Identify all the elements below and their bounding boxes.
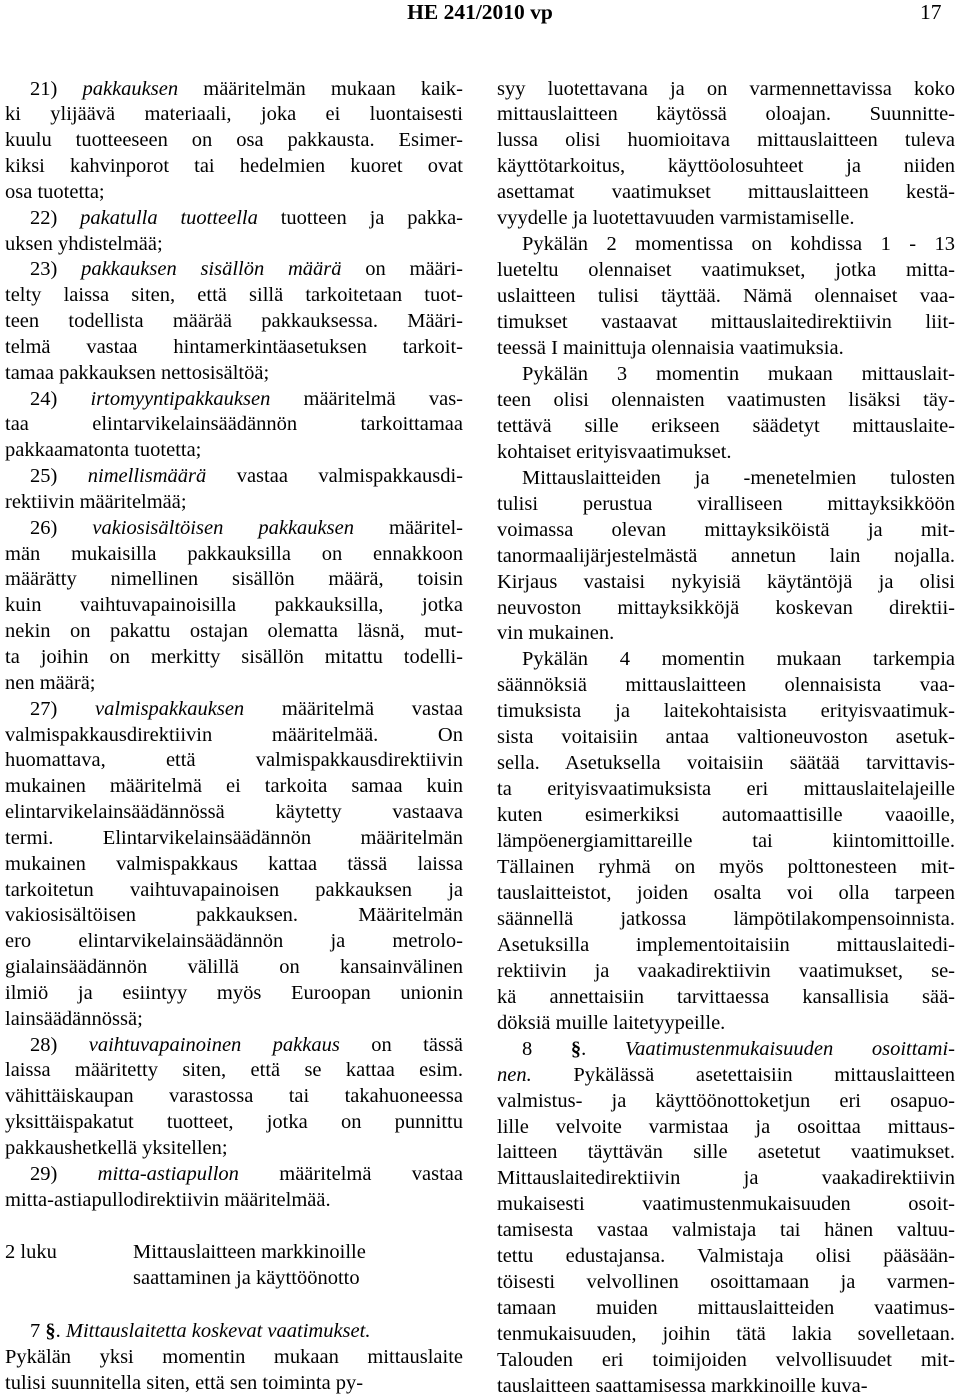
text-line — [497, 1064, 955, 1087]
text-line — [30, 1034, 463, 1057]
text-segment: lueteltu olennaiset vaatimukset, jotka mitta- — [497, 259, 955, 282]
text-segment: määritelmä vastaa — [244, 697, 464, 720]
text-segment: lille velvoite varmistaa ja osoittaa mittaus- — [497, 1115, 955, 1138]
text-segment: nekin on pakattu ostajan olematta läsnä, mut- — [5, 620, 463, 643]
text-line — [522, 363, 955, 386]
text-line — [497, 1271, 955, 1294]
text-segment: Tällainen ryhmä on myös polttonesteen mit- — [497, 856, 955, 878]
text-line — [5, 1085, 463, 1108]
text-segment: Pykälän 4 momentin mukaan tarkempia — [522, 648, 955, 671]
italic-term: nen. — [497, 1063, 532, 1086]
text-line — [5, 982, 463, 1005]
text-segment: lämpöenergiamittareille tai kiintomittoille. — [497, 830, 955, 853]
text-line — [497, 1193, 955, 1216]
italic-term: irtomyyntipakkauksen — [90, 387, 271, 410]
chapter-title-line-2: saattaminen ja käyttöönotto — [133, 1267, 360, 1289]
text-line — [5, 827, 463, 850]
text-line — [5, 672, 463, 695]
text-segment: 26) — [30, 516, 93, 539]
text-segment: tulisi suunnitella siten, että sen toiminta py- — [5, 1372, 364, 1394]
italic-term: vakiosisältöisen pakkauksen — [92, 516, 354, 539]
text-line — [497, 1375, 955, 1398]
text-segment: ta erityisvaatimuksista eri mittauslaitelajeille — [497, 778, 955, 801]
text-line — [497, 1245, 955, 1268]
text-line — [5, 413, 463, 436]
text-line — [5, 594, 463, 617]
text-segment: töisesti velvollinen osoittamaan ja varmen- — [497, 1271, 955, 1294]
text-line — [5, 362, 463, 385]
text-line — [497, 1141, 955, 1164]
text-segment: 24) — [30, 387, 91, 410]
text-line — [497, 155, 955, 178]
text-line — [497, 830, 955, 853]
text-segment: Talouden eri toimijoiden velvollisuudet mit- — [497, 1349, 955, 1372]
text-segment: tenmukaisuuden, joihin tätä lakia sovelletaan. — [497, 1323, 955, 1346]
text-line — [497, 934, 955, 957]
text-segment: mittauslaitteen käytössä oloajan. Suunnitte- — [497, 103, 955, 126]
text-segment: ilmiö ja esiintyy myös Euroopan unionin — [5, 981, 463, 1004]
text-line — [497, 1323, 955, 1346]
text-segment: sista voitaisiin antaa valtioneuvoston asetuk- — [497, 726, 955, 749]
text-segment: döksiä muille laitetyypeille. — [497, 1011, 726, 1034]
text-segment: taa elintarvikelainsäädännön tarkoittamaa — [5, 413, 463, 436]
text-line — [5, 284, 463, 307]
text-line — [497, 908, 955, 931]
text-segment: valmistus- ja käyttöönottoketjun eri osapuo- — [497, 1089, 955, 1112]
text-line — [497, 960, 955, 983]
text-line — [497, 181, 955, 204]
text-segment: tettu edustajansa. Valmistaja olisi pääsään- — [497, 1245, 955, 1268]
text-line — [497, 986, 955, 1009]
text-line — [497, 571, 955, 594]
text-segment: uksen yhdistelmää; — [5, 232, 163, 255]
text-line — [497, 519, 955, 542]
text-line — [5, 1346, 463, 1369]
text-line — [30, 388, 463, 411]
text-segment: Pykälän 2 momentissa on kohdissa 1 - 13 — [522, 233, 955, 256]
text-line — [5, 1137, 463, 1160]
text-line — [497, 882, 955, 905]
text-line — [522, 648, 955, 671]
text-segment: vyydelle ja luotettavuuden varmistamiselle. — [497, 207, 855, 230]
section-symbol: § — [570, 1037, 582, 1060]
text-line — [5, 1189, 463, 1212]
text-line — [497, 1349, 955, 1372]
text-segment: kuin vaihtuvapainoisilla pakkauksilla, jotka — [5, 594, 463, 617]
text-segment: män mukaisilla pakkauksilla on ennakkoon — [5, 542, 463, 565]
text-segment: laitteen täyttävän sille asetetut vaatimukset. — [497, 1141, 955, 1164]
text-segment: määritelmä vas- — [270, 387, 463, 410]
document-id: HE 241/2010 vp — [407, 0, 553, 24]
text-segment: vähittäiskaupan varastossa tai takahuoneessa — [5, 1085, 463, 1108]
text-segment: nen määrä; — [5, 671, 96, 694]
text-line — [497, 493, 955, 516]
text-segment: 28) — [30, 1033, 89, 1056]
italic-term: Mittauslaitetta koskevat vaatimukset. — [65, 1320, 371, 1342]
text-segment: telmä vastaa hintamerkintäasetuksen tarkoit- — [5, 335, 463, 358]
text-line — [30, 1320, 463, 1343]
italic-term: pakkauksen sisällön määrä — [81, 258, 342, 281]
text-line — [5, 853, 463, 876]
text-line — [5, 724, 463, 747]
text-line — [5, 801, 463, 824]
text-segment: 25) — [30, 465, 88, 488]
text-line — [497, 700, 955, 723]
text-line — [30, 517, 463, 540]
text-segment: mukaisesti vaatimustenmukaisuuden osoit- — [497, 1193, 955, 1216]
text-line — [497, 778, 955, 801]
text-segment: vakiosisältöisen pakkauksen. Määritelmän — [5, 904, 463, 927]
text-segment: mukainen valmispakkaus kattaa tässä laissa — [5, 852, 463, 875]
text-line — [5, 310, 463, 333]
text-segment: pakkaushetkellä yksitellen; — [5, 1136, 228, 1159]
text-line — [5, 1111, 463, 1134]
text-segment: 22) — [30, 206, 81, 229]
text-segment: voimassa olevan mittayksiköistä ja mit- — [497, 518, 955, 541]
text-segment: määrätty nimellinen sisällön määrä, toisin — [5, 568, 463, 591]
text-segment: sella. Asetuksella voitaisiin säätää tarvittavis- — [497, 752, 955, 775]
text-line — [5, 775, 463, 798]
text-line — [5, 155, 463, 178]
text-segment: asettamat vaatimukset mittauslaitteen kestä- — [497, 181, 955, 204]
text-segment: 7 — [30, 1320, 46, 1342]
text-segment: tamaan muiden mittauslaitteiden vaatimus- — [497, 1297, 955, 1320]
text-segment: ero elintarvikelainsäädännön ja metrolo- — [5, 930, 463, 953]
text-segment: on tässä — [339, 1033, 463, 1056]
text-segment: mukainen määritelmä ei tarkoita samaa kuin — [5, 775, 463, 798]
text-line — [497, 415, 955, 438]
text-segment: määritelmän mukaan kaik- — [178, 77, 464, 100]
text-segment: määritelmä vastaa — [238, 1162, 464, 1185]
text-line — [5, 568, 463, 591]
text-segment: 27) — [30, 697, 96, 720]
text-line — [5, 439, 463, 462]
text-line — [497, 1090, 955, 1113]
text-segment: kiksi kahvinporot tai hedelmien kuoret ovat — [5, 155, 463, 178]
text-segment: telty laissa siten, että sillä tarkoitetaan tuot- — [5, 284, 463, 307]
text-segment: uslaitteen tulisi täyttää. Nämä olennaiset vaa- — [497, 285, 955, 308]
text-segment: Pykälän 3 momentin mukaan mittauslait- — [522, 362, 955, 385]
chapter-title-line-1: Mittauslaitteen markkinoille — [133, 1241, 366, 1263]
text-segment: elintarvikelainsäädännössä käytetty vastaava — [5, 801, 463, 824]
text-segment: timukset vastaavat mittauslaitedirektiivin liit- — [497, 311, 955, 334]
text-segment: Mittauslaitedirektiivin ja vaakadirektiivin — [497, 1167, 955, 1190]
text-segment: kuten esimerkiksi automaattisille vaaoille, — [497, 804, 955, 827]
text-segment: vastaa valmispakkausdi- — [206, 465, 463, 488]
text-segment: 29) — [30, 1162, 98, 1185]
text-line — [30, 465, 463, 488]
text-line — [497, 1012, 955, 1035]
text-line — [497, 1297, 955, 1320]
text-line — [497, 1167, 955, 1190]
text-segment: huomattava, että valmispakkausdirektiivin — [5, 749, 463, 772]
text-segment: Kirjaus vastaisi nykyisiä käytäntöjä ja olisi — [497, 570, 955, 593]
text-segment: teessä I mainittuja olennaisia vaatimuksia. — [497, 337, 844, 359]
text-segment: on määri- — [341, 258, 463, 281]
chapter-number: 2 luku — [5, 1241, 57, 1263]
italic-term: nimellismäärä — [87, 465, 207, 488]
text-line — [497, 337, 955, 360]
text-line — [497, 674, 955, 697]
text-segment: tamisesta vastaa valmistaja tai hänen valtuu- — [497, 1219, 955, 1242]
text-segment: yksittäispakatut tuotteet, jotka on punnittu — [5, 1111, 463, 1134]
text-line — [497, 726, 955, 749]
text-line — [5, 956, 463, 979]
text-line — [497, 441, 955, 464]
text-segment: termi. Elintarvikelainsäädännön määritelmän — [5, 826, 463, 849]
italic-term: pakatulla tuotteella — [80, 206, 258, 229]
page-number: 17 — [920, 0, 942, 24]
text-segment: säännöksiä mittauslaitteen olennaisista vaa- — [497, 674, 955, 697]
text-segment: tarkoitetun vaihtuvapainoisen pakkauksen ja — [5, 878, 463, 901]
italic-term: valmispakkauksen — [95, 697, 245, 720]
text-line — [497, 622, 955, 645]
text-segment: rektiivin määritelmää; — [5, 490, 187, 513]
text-segment: Asetuksilla implementoitaisiin mittauslaitedi- — [497, 933, 955, 956]
text-segment: 8 — [522, 1037, 571, 1060]
text-line — [497, 752, 955, 775]
text-segment: Mittauslaitteiden ja -menetelmien tulosten — [522, 466, 955, 489]
text-segment: Pykälässä asetettaisiin mittauslaitteen — [531, 1063, 955, 1086]
text-segment: tulisi perustua viralliseen mittayksikköön — [497, 492, 955, 515]
text-segment: timuksista ja laitekohtaisista erityisvaatimuk- — [497, 700, 955, 723]
text-line — [5, 543, 463, 566]
text-segment: laissa määritetty siten, että se kattaa esim. — [5, 1059, 463, 1082]
text-segment: 21) — [30, 77, 83, 100]
text-segment: tuotteen ja pakka- — [257, 206, 463, 229]
text-line — [522, 1038, 955, 1061]
text-segment: säännellä jatkossa lämpötilakompensoinnista. — [497, 907, 955, 930]
section-symbol: § — [45, 1320, 56, 1342]
text-segment: vin mukainen. — [497, 622, 615, 645]
italic-term: vaihtuvapainoinen pakkaus — [88, 1033, 340, 1056]
text-line — [5, 646, 463, 669]
text-segment: tamaa pakkauksen nettosisältöä; — [5, 361, 270, 384]
text-line — [497, 103, 955, 126]
text-line — [30, 258, 463, 281]
text-segment: gialainsäädännön välillä on kansainvälinen — [5, 956, 463, 979]
text-line — [522, 233, 955, 256]
text-segment: pakkaamatonta tuotetta; — [5, 439, 202, 462]
text-segment: . — [55, 1320, 66, 1342]
text-segment: kuulu tuotteeseen on osa pakkausta. Esimer- — [5, 129, 463, 152]
text-line — [497, 389, 955, 412]
text-segment: ki ylijäävä materiaali, joka ei luontaisesti — [5, 103, 463, 126]
text-segment: tanormaalijärjestelmästä annetun lain nojalla. — [497, 544, 955, 567]
text-segment: käyttötarkoitus, käyttöolosuhteet ja niiden — [497, 155, 955, 178]
text-line — [30, 78, 463, 101]
text-line — [522, 467, 955, 490]
text-segment: kohtaiset erityisvaatimukset. — [497, 440, 732, 463]
text-line — [5, 749, 463, 772]
text-line — [5, 1008, 463, 1031]
text-line — [5, 879, 463, 902]
text-line — [5, 233, 463, 256]
text-line — [5, 103, 463, 126]
text-line — [497, 1219, 955, 1242]
italic-term: Vaatimustenmukaisuuden osoittami- — [624, 1037, 955, 1060]
text-line — [497, 597, 955, 620]
text-line — [30, 698, 463, 721]
text-line — [30, 207, 463, 230]
text-line — [5, 129, 463, 152]
text-line — [497, 856, 955, 879]
text-line — [497, 311, 955, 334]
text-line — [30, 1163, 463, 1186]
text-line — [5, 336, 463, 359]
text-line — [497, 259, 955, 282]
text-line — [5, 1059, 463, 1082]
text-line — [5, 181, 463, 204]
text-segment: kä annettaisiin tarvittaessa kansallisia sää- — [497, 985, 955, 1008]
text-segment: määritel- — [353, 516, 463, 539]
text-line — [497, 207, 955, 230]
text-segment: teen todellista määrää pakkauksessa. Määri- — [5, 310, 463, 333]
italic-term: mitta-astiapullon — [97, 1162, 239, 1185]
text-segment: tauslaitteen saattamisessa markkinoille kuva- — [497, 1375, 868, 1397]
text-line — [5, 620, 463, 643]
text-line — [497, 545, 955, 568]
text-segment: neuvoston mittayksikköjä koskevan direktii- — [497, 596, 955, 619]
text-segment: ta joihin on merkitty sisällön mitattu todelli- — [5, 645, 463, 668]
text-line — [497, 804, 955, 827]
text-segment: tettävä sille erikseen säädetyt mittauslaite- — [497, 414, 955, 437]
text-segment: lussa olisi huomioitava mittauslaitteen tuleva — [497, 129, 955, 152]
text-line — [497, 78, 955, 101]
text-line — [5, 930, 463, 953]
text-line — [5, 491, 463, 514]
text-line — [5, 904, 463, 927]
text-segment: rektiivin ja vaakadirektiivin vaatimukset, se- — [497, 959, 955, 982]
text-segment: teen olisi olennaisten vaatimusten lisäksi täy- — [497, 388, 955, 411]
text-line — [497, 285, 955, 308]
text-segment: Pykälän yksi momentin mukaan mittauslaite — [5, 1346, 463, 1368]
text-segment: mitta-astiapullodirektiivin määritelmää. — [5, 1188, 331, 1211]
text-segment: valmispakkausdirektiivin määritelmää. On — [5, 723, 463, 746]
text-segment: syy luotettavana ja on varmennettavissa koko — [497, 77, 955, 100]
text-segment: . — [581, 1037, 625, 1060]
text-segment: 23) — [30, 258, 82, 281]
text-segment: lainsäädännössä; — [5, 1007, 143, 1030]
text-line — [497, 1116, 955, 1139]
text-segment: osa tuotetta; — [5, 180, 105, 203]
text-line — [497, 129, 955, 152]
text-segment: tauslaitteistot, joiden osalta voi olla tarpeen — [497, 881, 955, 904]
italic-term: pakkauksen — [82, 77, 179, 100]
